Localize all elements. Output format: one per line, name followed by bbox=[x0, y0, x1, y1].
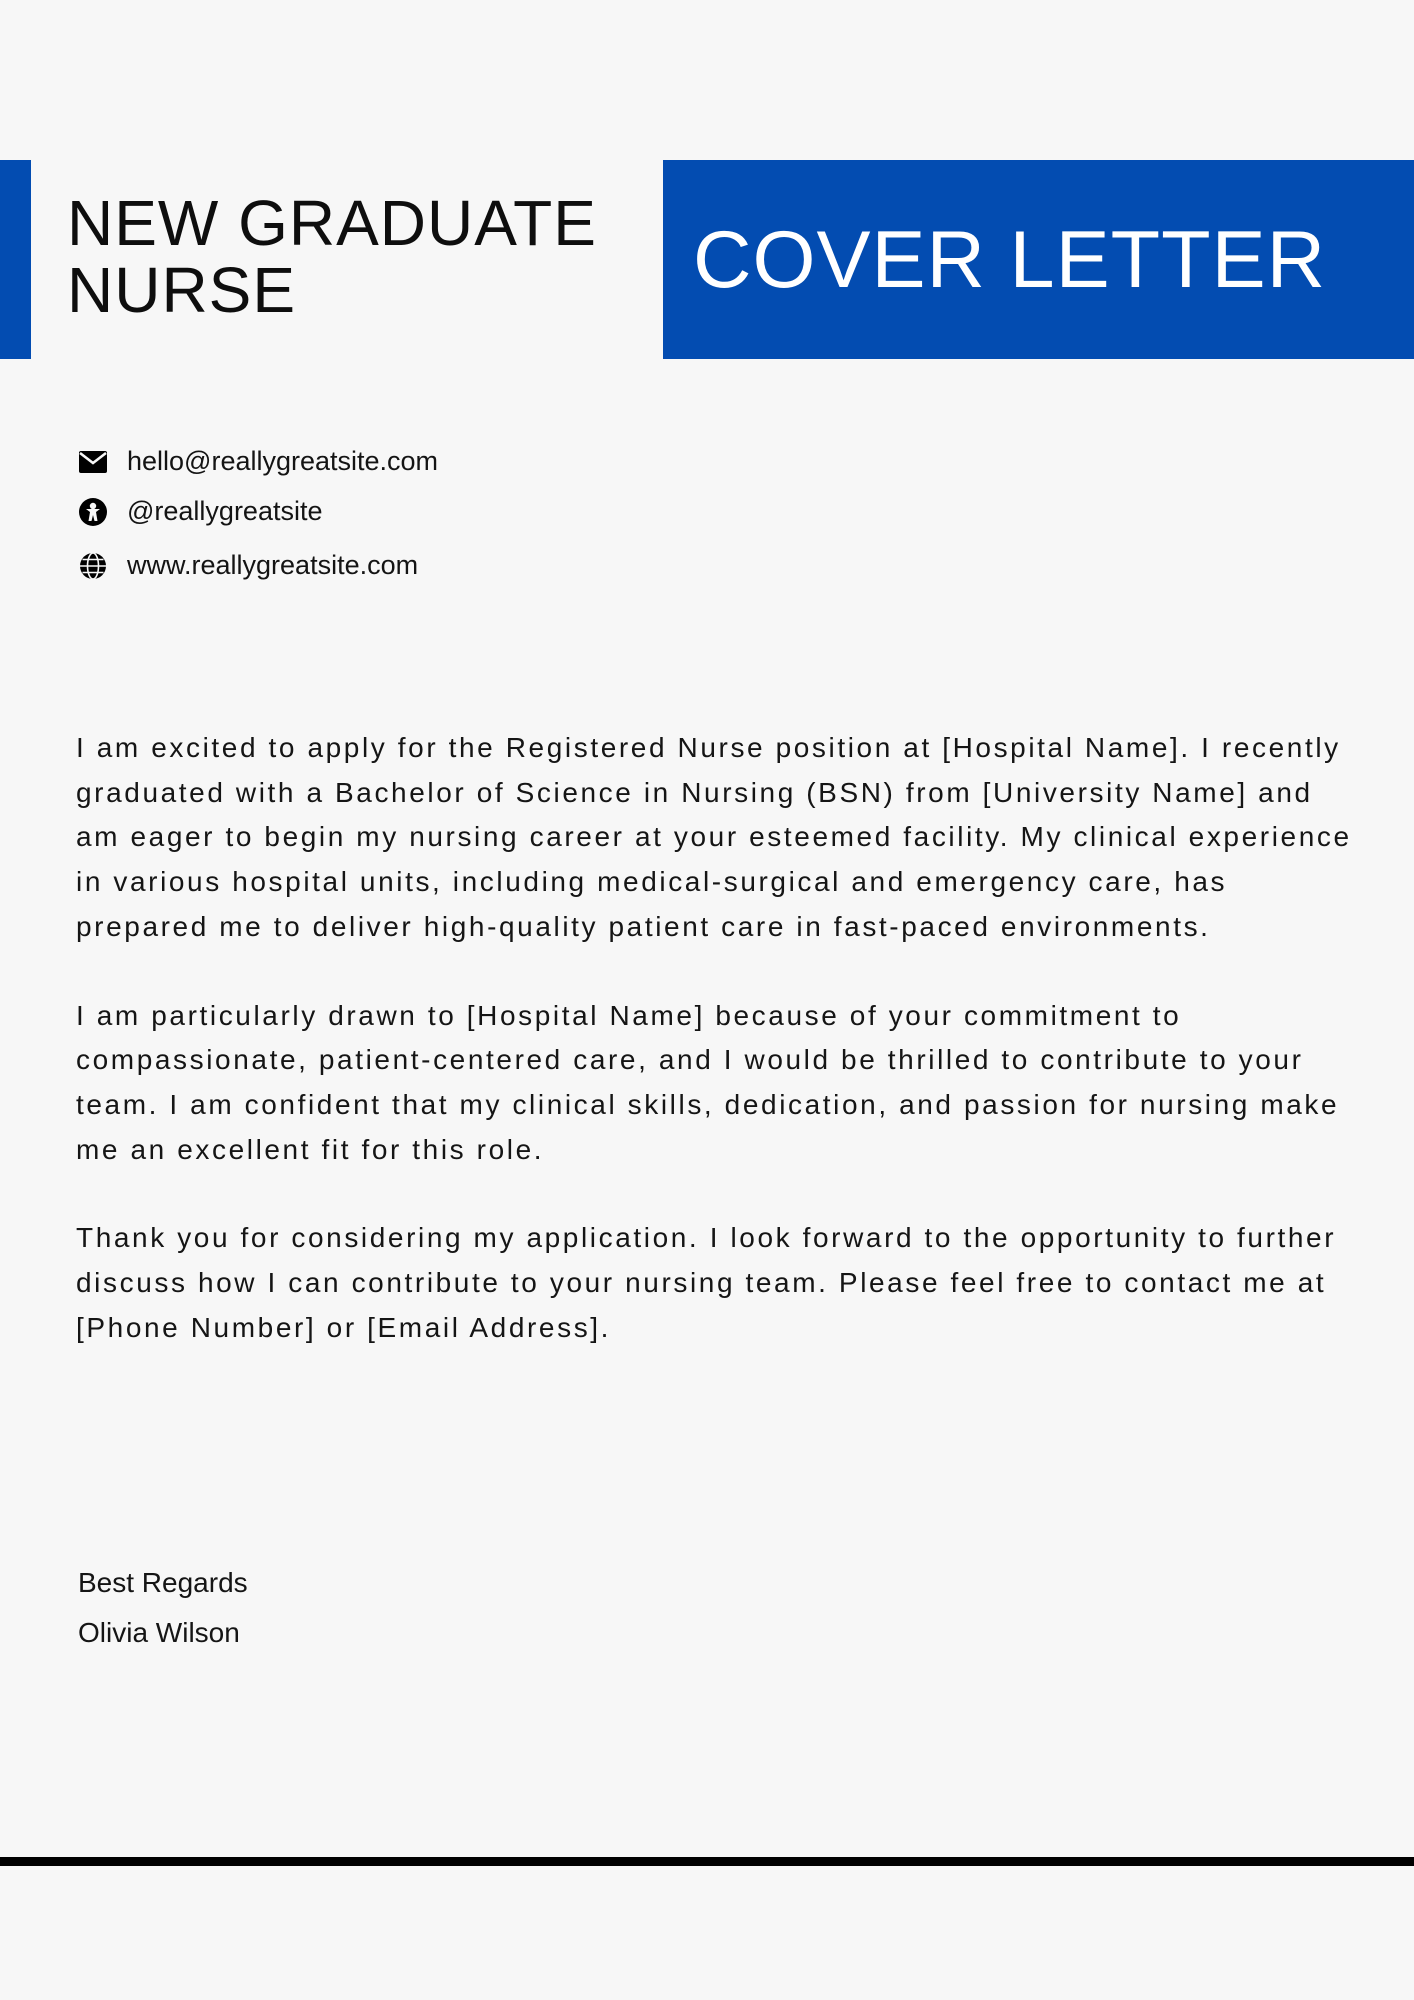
contact-email-text: hello@reallygreatsite.com bbox=[127, 446, 439, 476]
globe-icon bbox=[78, 551, 108, 581]
contact-social bbox=[78, 496, 323, 526]
signoff bbox=[78, 1558, 248, 1658]
role-title-line-1: NEW GRADUATE bbox=[67, 187, 597, 259]
contact-website-text: www.reallygreatsite.com bbox=[127, 550, 419, 580]
contact-email bbox=[78, 446, 439, 476]
left-accent-bar bbox=[0, 160, 31, 359]
social-profile-icon bbox=[78, 497, 108, 527]
letter-paragraph-2: I am particularly drawn to [Hospital Name] because of your commitment to compassionate, patient-centered care, and I would be thrilled to contribute to your team. I am confident that my clinical skills, dedication, and passion for nursing make me an excellent fit for this role. bbox=[76, 999, 1340, 1165]
role-title-line-2: NURSE bbox=[67, 254, 297, 326]
contact-website bbox=[78, 550, 419, 580]
contact-social-text: @reallygreatsite bbox=[127, 496, 323, 526]
signature-name: Olivia Wilson bbox=[78, 1617, 240, 1648]
bottom-divider bbox=[0, 1857, 1414, 1866]
closing-text: Best Regards bbox=[78, 1567, 248, 1598]
letter-paragraph-1: I am excited to apply for the Registered Nurse position at [Hospital Name]. I recently graduated with a Bachelor of Science in Nursing (BSN) from [University Name] and am eager to begin my nursing career at your esteemed facility. My clinical experience in various hospital units, including medical-surgical and emergency care, has prepared me to deliver high-quality patient care in fast-paced environments. bbox=[76, 732, 1352, 942]
document-title-banner bbox=[663, 160, 1414, 359]
letter-paragraph-3: Thank you for considering my application. I look forward to the opportunity to further discuss how I can contribute to your nursing team. Please feel free to contact me at [Phone Number] or [Email Address]. bbox=[76, 1222, 1337, 1343]
letter-body bbox=[76, 726, 1366, 1394]
role-title bbox=[67, 187, 647, 326]
document-title: COVER LETTER bbox=[693, 215, 1327, 305]
envelope-icon bbox=[78, 447, 108, 477]
